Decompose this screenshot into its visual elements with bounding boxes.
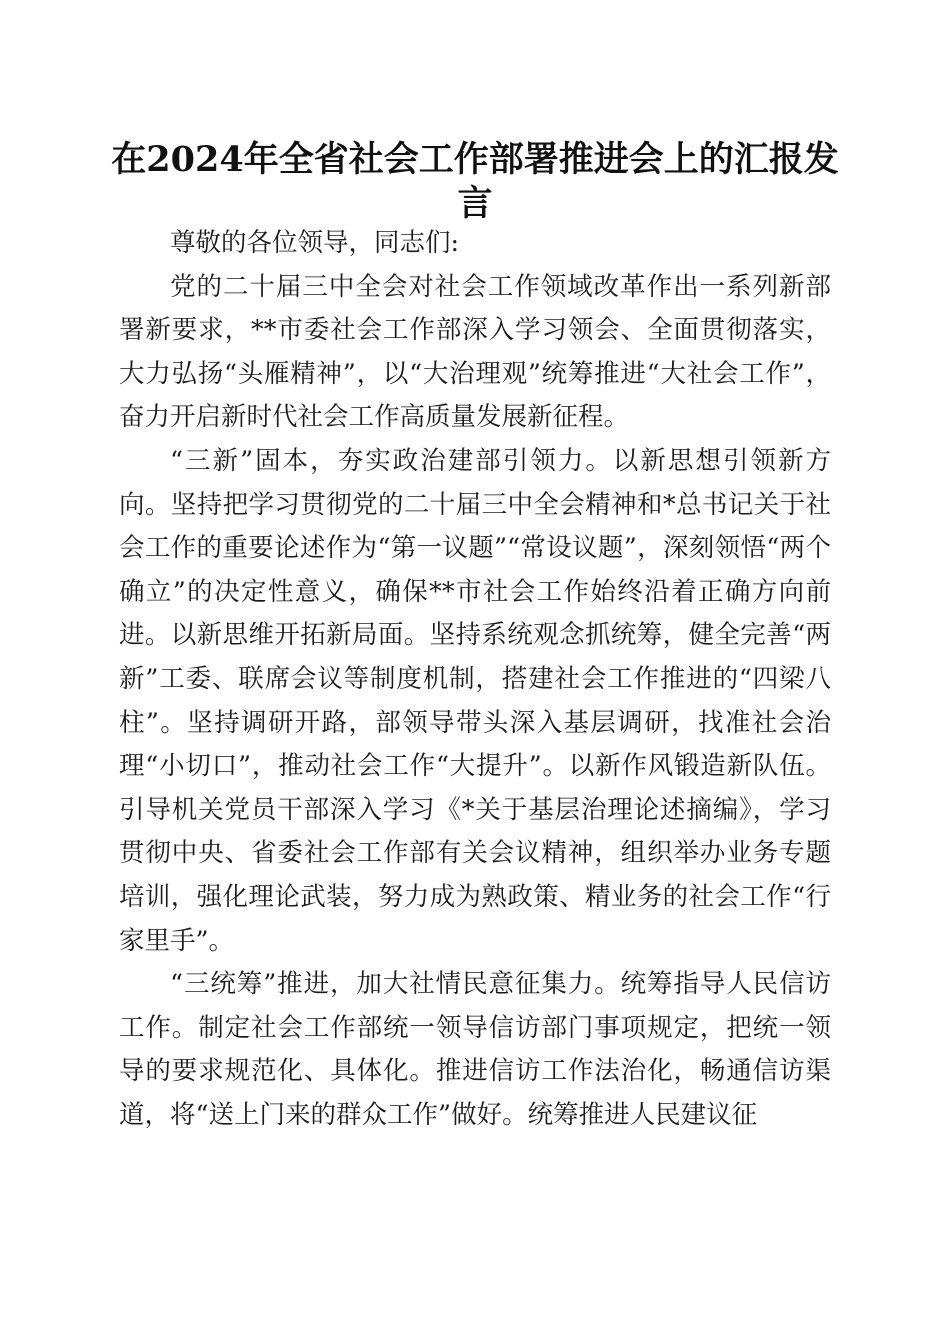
document-body <box>119 222 831 1137</box>
paragraph-three-coordination: “三统筹”推进，加大社情民意征集力。统筹指导人民信访工作。制定社会工作部统一领导信访部门事项规定，把统一领导的要求规范化、具体化。推进信访工作法治化，畅通信访渠道，将“送上门来的群众工作”做好。统筹推进人民建议征 <box>119 969 831 1130</box>
salutation: 尊敬的各位领导，同志们: <box>170 228 460 258</box>
paragraph-intro: 党的二十届三中全会对社会工作领域改革作出一系列新部署新要求，**市委社会工作部深入学习领会、全面贯彻落实，大力弘扬“头雁精神”，以“大治理观”统筹推进“大社会工作”，奋力开启新时代社会工作高质量发展新征程。 <box>119 271 831 433</box>
paragraph-three-new: “三新”固本，夯实政治建部引领力。以新思想引领新方向。坚持把学习贯彻党的二十届三中全会精神和*总书记关于社会工作的重要论述作为“第一议题”“常设议题”，深刻领悟“两个确立”的决定性意义，确保**市社会工作始终沿着正确方向前进。以新思维开拓新局面。坚持系统观念抓统筹，健全完善“两新”工委、联席会议等制度机制，搭建社会工作推进的“四梁八柱”。坚持调研开路，部领导带头深入基层调研，找准社会治理“小切口”，推动社会工作“大提升”。以新作风锻造新队伍。引导机关党员干部深入学习《*关于基层治理论述摘编》，学习贯彻中央、省委社会工作部有关会议精神，组织举办业务专题培训，强化理论武装，努力成为熟政策、精业务的社会工作“行家里手”。 <box>119 445 831 956</box>
document-title: 在2024年全省社会工作部署推进会上的汇报发言 <box>111 139 839 224</box>
